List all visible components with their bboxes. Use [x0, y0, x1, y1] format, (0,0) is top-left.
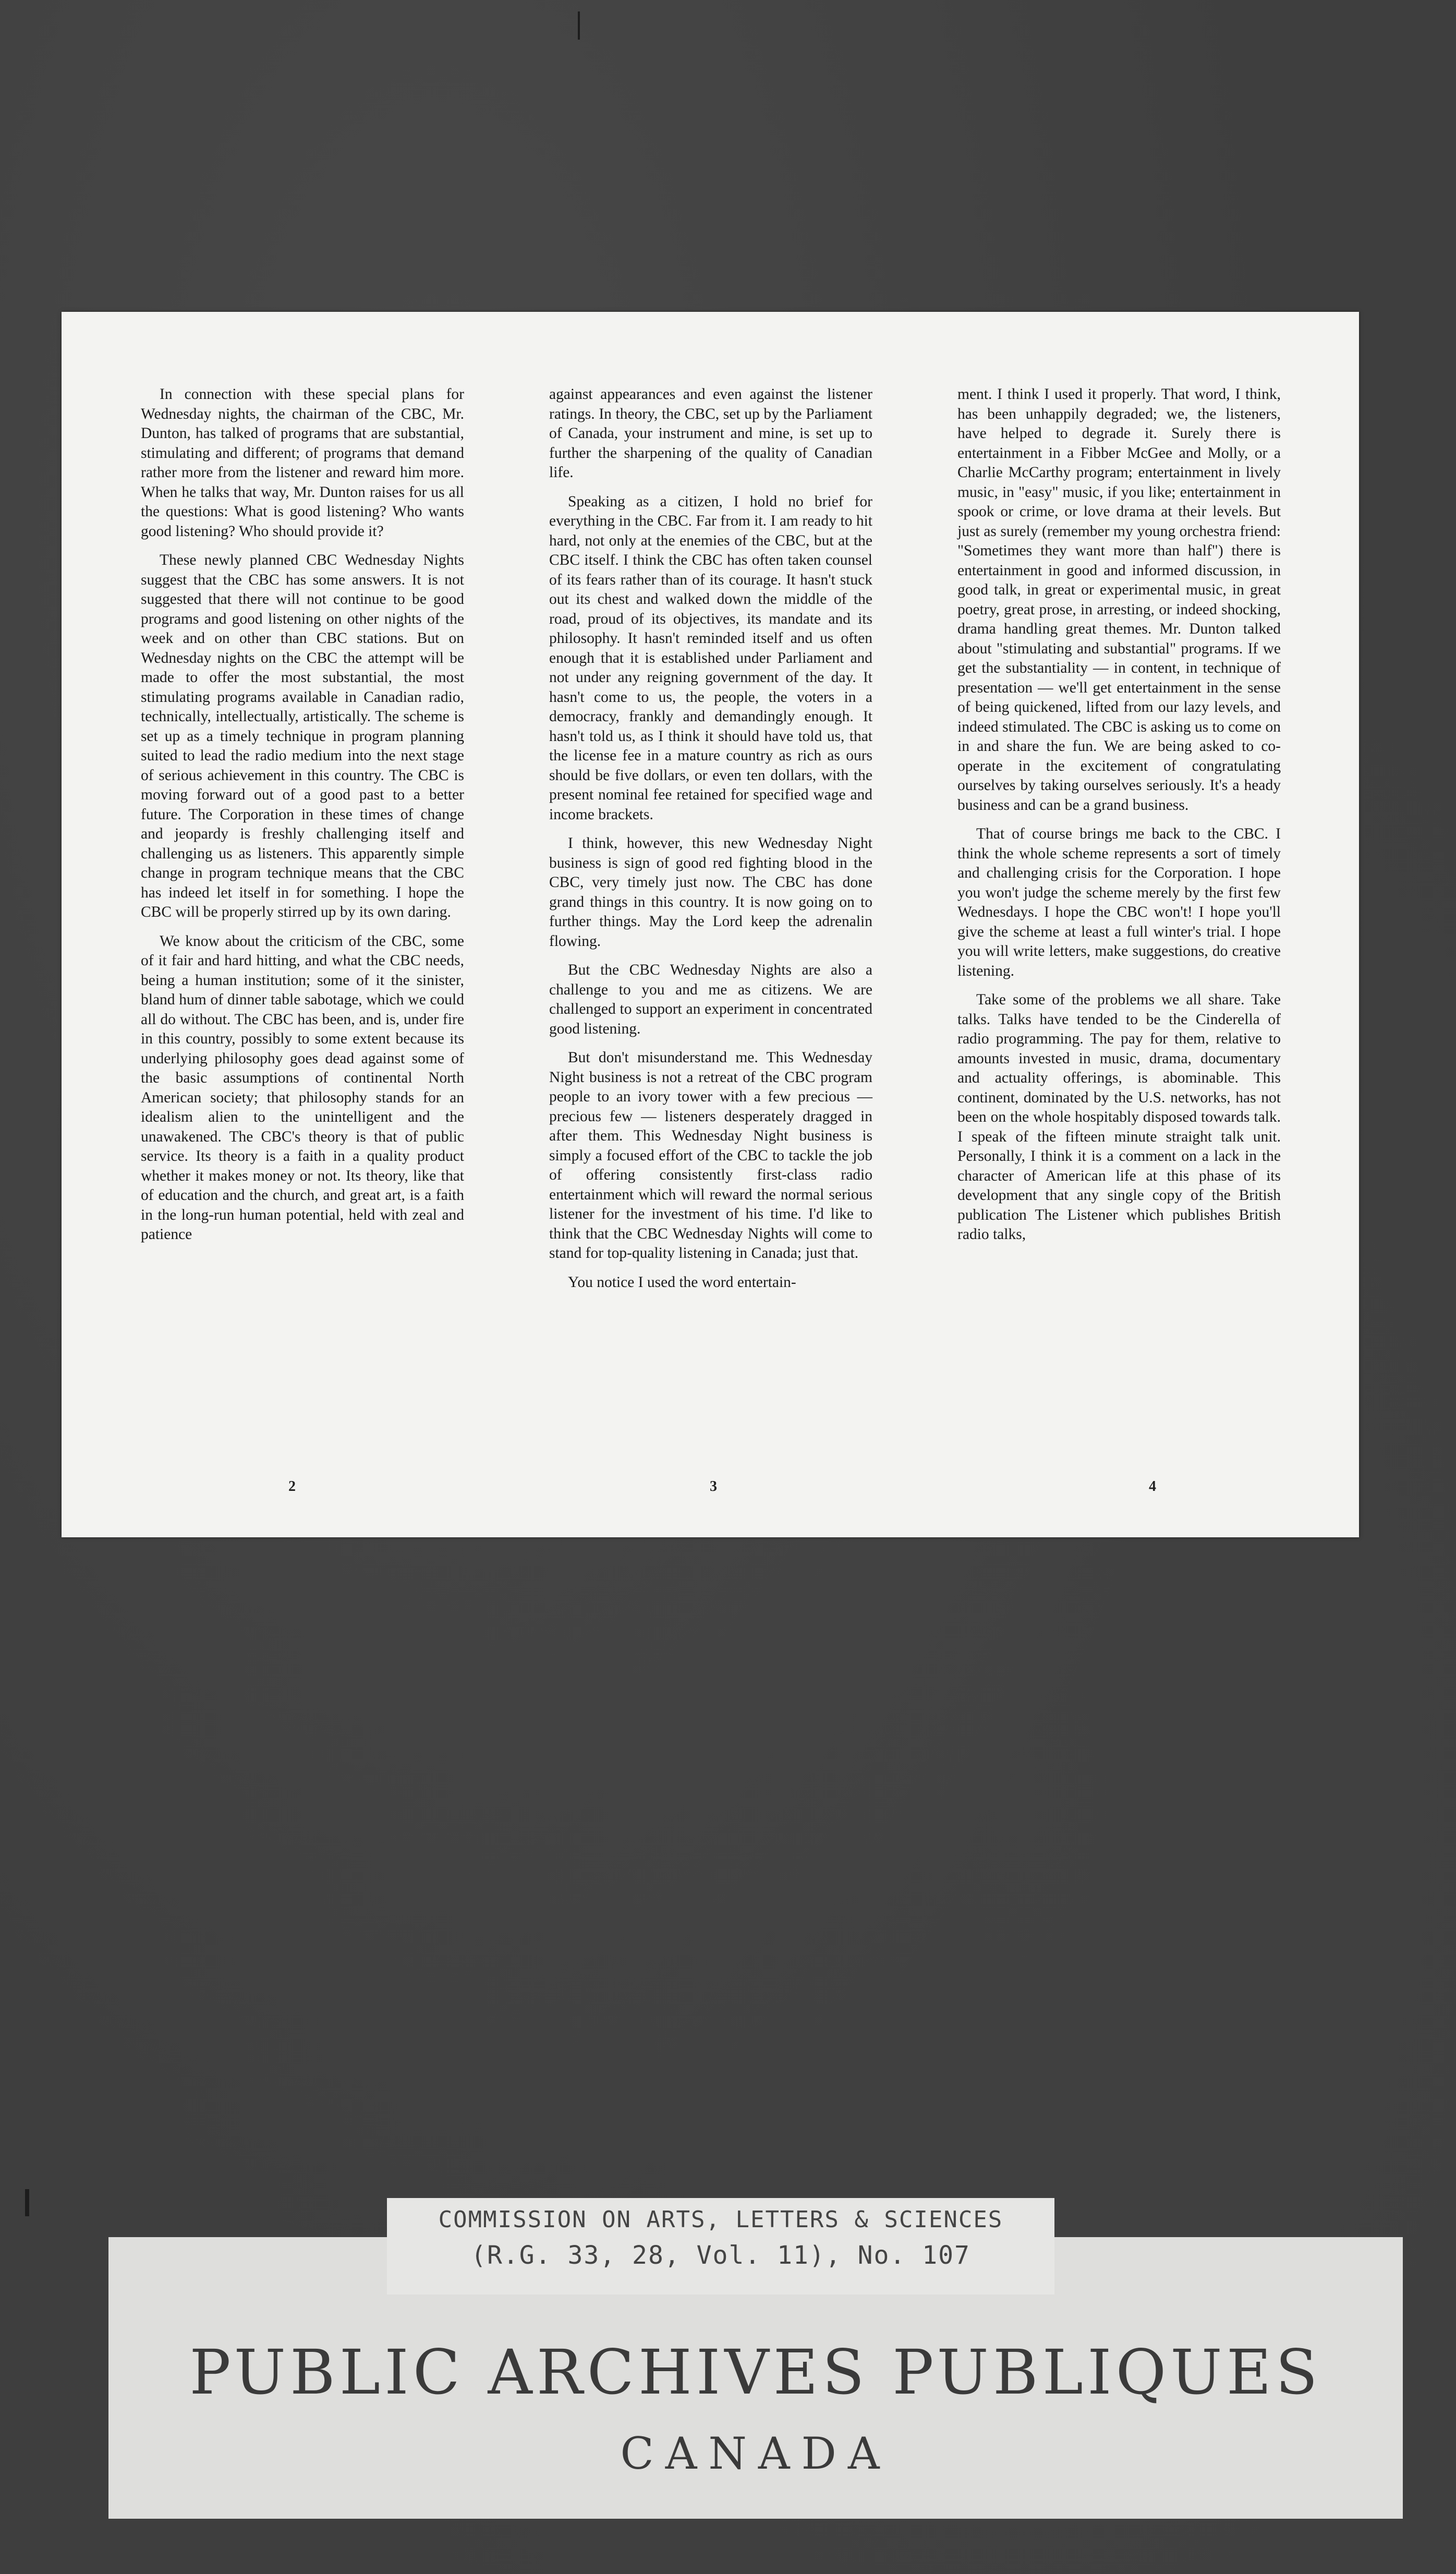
- page-number: 3: [710, 1478, 717, 1495]
- document-page: [62, 312, 1359, 1537]
- archives-title: PUBLIC ARCHIVES PUBLIQUES: [189, 2336, 1322, 2408]
- paragraph: You notice I used the word entertain-: [568, 1273, 796, 1291]
- paragraph: But the CBC Wednesday Nights are also a challenge to you and me as citizens. We are challenged to support an experiment in concentrated good listening.: [549, 962, 872, 1037]
- page-number: 2: [288, 1478, 296, 1495]
- paragraph: ment. I think I used it properly. That word, I think, has been unhappily degraded; we, the listeners, have helped to degrade it. Surely there is entertainment in a Fibber McGee and Molly, or a Charlie McCarthy program; entertainment in lively music, in "easy" music, if you like; entertainment in spook or crime, or love drama at their levels. But just as surely (remember my young orchestra friend: "Sometimes they want more than half") there is entertainment in good and informed discussion, in good talk, in great or experimental music, in great poetry, great prose, in arresting, or indeed shocking, drama handling great themes. Mr. Dunton talked about "stimulating and substantial" programs. If we get the substantiality — in content, in technique of presentation — we'll get entertainment in the sense of being quickened, lifted from our lazy levels, and indeed stimulated. The CBC is asking us to come on in and share the fun. We are being asked to co-operate in the excitement of congratulating ourselves by taking ourselves seriously. It's a heady business and can be a grand business.: [957, 386, 1281, 814]
- film-edge-mark: [25, 2189, 29, 2216]
- stamp-collection-name: COMMISSION ON ARTS, LETTERS & SCIENCES: [438, 2206, 1003, 2233]
- text-column-page-2: [141, 385, 464, 1254]
- paragraph: But don't misunderstand me. This Wednesday Night business is not a retreat of the CBC program people to an ivory tower with a few precious — precious few — listeners desperately dragged in after them. This Wednesday Night business is simply a focused effort of the CBC to tackle the job of offering consistently first-class radio entertainment which will reward the normal serious listener for the investment of his time. I'd like to think that the CBC Wednesday Nights will come to stand for top-quality listening in Canada; just that.: [549, 1049, 872, 1261]
- text-column-page-4: [957, 385, 1281, 1254]
- paragraph: Take some of the problems we all share. Take talks. Talks have tended to be the Cinderella of radio programming. The pay for them, relative to amounts invested in music, drama, documentary and actuality offerings, is abominable. This continent, dominated by the U.S. networks, has not been on the whole hospitably disposed towards talk. I speak of the fifteen minute straight talk unit. Personally, I think it is a comment on a lack in the character of American life at this phase of its development that any single copy of the British publication The Listener which publishes British radio talks,: [957, 991, 1281, 1243]
- collection-stamp: [387, 2198, 1054, 2294]
- text-column-page-3: [549, 385, 872, 1302]
- stamp-reference: (R.G. 33, 28, Vol. 11), No. 107: [471, 2241, 970, 2270]
- page-number: 4: [1149, 1478, 1156, 1495]
- paragraph: We know about the criticism of the CBC, some of it fair and hard hitting, and what the CBC needs, being a human institution; some of it the sinister, bland hum of dinner table sabotage, which we could all do without. The CBC has been, and is, under fire in this country, possibly to some extent because its underlying philosophy goes dead against some of the basic assumptions of continental North American society; that philosophy stands for an idealism alien to the unintelligent and the unawakened. The CBC's theory is that of public service. Its theory is a faith in a quality product whether it makes money or not. Its theory, like that of education and the church, and great art, is a faith in the long-run human potential, held with zeal and patience: [141, 932, 464, 1243]
- paragraph: These newly planned CBC Wednesday Nights suggest that the CBC has some answers. It is not suggested that there will not continue to be good programs and good listening on other nights of the week and on other than CBC stations. But on Wednesday nights on the CBC the attempt will be made to offer the most substantial, the most stimulating programs available in Canadian radio, technically, intellectually, artistically. The scheme is set up as a timely technique in program planning suited to lead the radio medium into the next stage of serious achievement in this country. The CBC is moving forward out of a good past to a better future. The Corporation in these times of change and jeopardy is freshly challenging itself and challenging us as listeners. This apparently simple change in program technique means that the CBC has indeed let itself in for something. I hope the CBC will be properly stirred up by its own daring.: [141, 552, 464, 920]
- paragraph: I think, however, this new Wednesday Night business is sign of good red fighting blood in the CBC, very timely just now. The CBC has done grand things in this country. It is now going on to further things. May the Lord keep the adrenalin flowing.: [549, 835, 872, 950]
- paragraph: That of course brings me back to the CBC. I think the whole scheme represents a sort of timely and challenging crisis for the Corporation. I hope you won't judge the scheme merely by the first few Wednesdays. I hope the CBC won't! I hope you'll give the scheme at least a full winter's trial. I hope you will write letters, make suggestions, do creative listening.: [957, 825, 1281, 979]
- archives-country: CANADA: [620, 2428, 891, 2479]
- paragraph: Speaking as a citizen, I hold no brief for everything in the CBC. Far from it. I am ready to hit hard, not only at the enemies of the CBC, but at the CBC itself. I think the CBC has often taken counsel of its fears rather than of its courage. It hasn't stuck out its chest and walked down the middle of the road, proud of its objectives, its mandate and its philosophy. It hasn't reminded itself and us often enough that it is established under Parliament and not under any reigning government of the day. It hasn't come to us, the people, the voters in a democracy, frankly and demandingly enough. It hasn't told us, as I think it should have told us, that the license fee in a mature country as rich as ours should be five dollars, or even ten dollars, with the present nominal fee retained for specified wage and income brackets.: [549, 493, 872, 823]
- paragraph: In connection with these special plans for Wednesday nights, the chairman of the CBC, Mr. Dunton, has talked of programs that are substantial, stimulating and different; of programs that demand rather more from the listener and reward him more. When he talks that way, Mr. Dunton raises for us all the questions: What is good listening? Who wants good listening? Who should provide it?: [141, 386, 464, 540]
- film-scratch-mark: [578, 11, 580, 40]
- paragraph: against appearances and even against the listener ratings. In theory, the CBC, set up by the Parliament of Canada, your instrument and mine, is set up to further the sharpening of the quality of Canadian life.: [549, 386, 872, 481]
